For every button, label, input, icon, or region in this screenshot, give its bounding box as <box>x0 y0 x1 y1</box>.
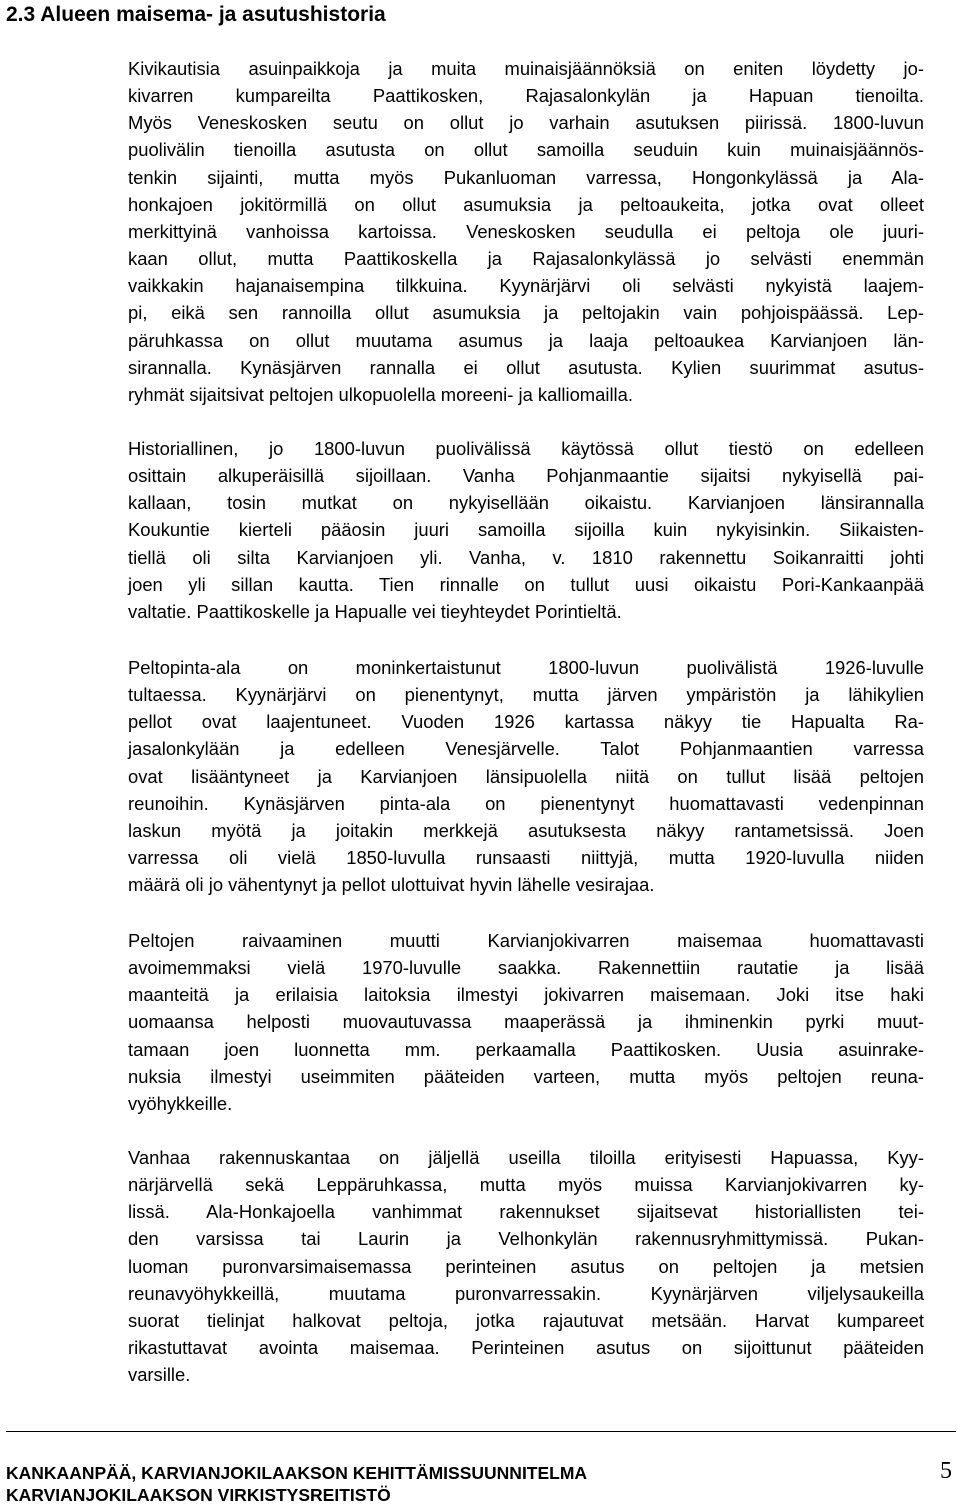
paragraph-line: suorat tielinjat halkovat peltoja, jotka rajautuvat metsään. Harvat kumpareet <box>128 1309 924 1331</box>
paragraph-line: Historiallinen, jo 1800-luvun puolivälissä käytössä ollut tiestö on edelleen <box>128 438 924 459</box>
paragraph-line: tiellä oli silta Karvianjoen yli. Vanha, v. 1810 rakennettu Soikanraitti johti <box>128 546 924 568</box>
paragraph-line: ryhmät sijaitsivat peltojen ulkopuolella moreeni- ja kalliomailla. <box>128 383 633 405</box>
paragraph-line: den varsissa tai Laurin ja Velhonkylän rakennusryhmittymissä. Pukan- <box>128 1228 924 1250</box>
paragraph-line: sirannalla. Kynäsjärven rannalla ei ollut asutusta. Kylien suurimmat asutus- <box>128 356 924 378</box>
paragraph-line: tamaan joen luonnetta mm. perkaamalla Paattikosken. Uusia asuinrake- <box>128 1038 924 1060</box>
paragraph-line: Kivikautisia asuinpaikkoja ja muita muinaisjäännöksiä on eniten löydetty jo- <box>128 58 924 79</box>
paragraph-line: pi, eikä sen rannoilla ollut asumuksia ja peltojakin vain pohjoispäässä. Lep- <box>128 302 924 324</box>
paragraph-line: puolivälin tienoilla asutusta on ollut samoilla seuduin kuin muinaisjäännös- <box>128 139 924 161</box>
paragraph-line: Koukuntie kierteli pääosin juuri samoilla sijoilla kuin nykyisinkin. Siikaisten- <box>128 519 924 541</box>
paragraph-line: närjärvellä sekä Leppäruhkassa, mutta myös muissa Karvianjokivarren ky- <box>128 1174 924 1196</box>
paragraph-line: valtatie. Paattikoskelle ja Hapualle vei tieyhteydet Porintieltä. <box>128 600 622 622</box>
paragraph-settlement-history <box>128 55 924 408</box>
paragraph-line: osittain alkuperäisillä sijoillaan. Vanha Pohjanmaantie sijaitsi nykyisellä pai- <box>128 465 924 487</box>
paragraph-line: joen yli sillan kautta. Tien rinnalle on tullut uusi oikaistu Pori-Kankaanpää <box>128 573 924 595</box>
paragraph-line: tultaessa. Kyynärjärvi on pienentynyt, mutta järven ympäristön ja lähikylien <box>128 684 924 706</box>
footer-divider <box>6 1431 956 1432</box>
paragraph-line: vyöhykkeille. <box>128 1092 233 1114</box>
paragraph-line: vaikkakin hajanaisempina tilkkuina. Kyynärjärvi oli selvästi nykyistä laajem- <box>128 275 924 297</box>
footer-subtitle: KARVIANJOKILAAKSON VIRKISTYSREITISTÖ <box>6 1485 391 1505</box>
paragraph-line: tenkin sijainti, mutta myös Pukanluoman varressa, Hongonkylässä ja Ala- <box>128 166 924 188</box>
paragraph-line: reunavyöhykkeillä, muutama puronvarressakin. Kyynärjärven viljelysaukeilla <box>128 1282 924 1304</box>
paragraph-line: varressa oli vielä 1850-luvulla runsaasti niittyjä, mutta 1920-luvulla niiden <box>128 847 924 869</box>
paragraph-line: Peltojen raivaaminen muutti Karvianjokivarren maisemaa huomattavasti <box>128 930 924 951</box>
paragraph-line: Vanhaa rakennuskantaa on jäljellä useilla tiloilla erityisesti Hapuassa, Kyy- <box>128 1147 924 1168</box>
paragraph-line: avoimemmaksi vielä 1970-luvulle saakka. Rakennettiin rautatie ja lisää <box>128 957 924 979</box>
paragraph-line: kallaan, tosin mutkat on nykyisellään oikaistu. Karvianjoen länsirannalla <box>128 492 924 514</box>
paragraph-line: varsille. <box>128 1364 191 1386</box>
paragraph-line: lissä. Ala-Honkajoella vanhimmat rakennukset sijaitsevat historiallisten tei- <box>128 1201 924 1223</box>
paragraph-line: Myös Veneskosken seutu on ollut jo varhain asutuksen piirissä. 1800-luvun <box>128 112 924 134</box>
paragraph-line: laskun myötä ja joitakin merkkejä asutuksesta näkyy rantametsissä. Joen <box>128 819 924 841</box>
paragraph-line: kivarren kumpareilta Paattikosken, Rajasalonkylän ja Hapuan tienoilta. <box>128 85 924 107</box>
footer-title: KANKAANPÄÄ, KARVIANJOKILAAKSON KEHITTÄMISSUUNNITELMA <box>6 1463 588 1483</box>
paragraph-line: merkittyinä vanhoissa kartoissa. Veneskosken seudulla ei peltoja ole juuri- <box>128 220 924 242</box>
paragraph-line: jasalonkylään ja edelleen Venesjärvelle. Talot Pohjanmaantien varressa <box>128 738 924 760</box>
paragraph-line: nuksia ilmestyi useimmiten pääteiden varteen, mutta myös peltojen reuna- <box>128 1065 924 1087</box>
paragraph-line: pellot ovat laajentuneet. Vuoden 1926 kartassa näkyy tie Hapualta Ra- <box>128 711 924 733</box>
paragraph-building-stock <box>128 1144 924 1388</box>
paragraph-line: rikastuttavat avointa maisemaa. Perinteinen asutus on sijoittunut pääteiden <box>128 1337 924 1359</box>
page-number: 5 <box>940 1458 952 1484</box>
paragraph-land-clearing <box>128 927 924 1117</box>
paragraph-line: ovat lisääntyneet ja Karvianjoen länsipuolella niitä on tullut lisää peltojen <box>128 765 924 787</box>
paragraph-line: Peltopinta-ala on moninkertaistunut 1800-luvun puolivälistä 1926-luvulle <box>128 657 924 678</box>
paragraph-road-network <box>128 435 924 625</box>
paragraph-line: honkajoen jokitörmillä on ollut asumuksia ja peltoaukeita, jotka ovat olleet <box>128 193 924 215</box>
section-heading: 2.3 Alueen maisema- ja asutushistoria <box>6 3 386 26</box>
paragraph-line: maanteitä ja erilaisia laitoksia ilmestyi jokivarren maisemaan. Joki itse haki <box>128 984 924 1006</box>
paragraph-line: päruhkassa on ollut muutama asumus ja laaja peltoaukea Karvianjoen län- <box>128 329 924 351</box>
paragraph-field-area <box>128 654 924 898</box>
paragraph-line: luoman puronvarsimaisemassa perinteinen asutus on peltojen ja metsien <box>128 1255 924 1277</box>
paragraph-line: reunoihin. Kynäsjärven pinta-ala on pienentynyt huomattavasti vedenpinnan <box>128 792 924 814</box>
paragraph-line: kaan ollut, mutta Paattikoskella ja Rajasalonkylässä jo selvästi enemmän <box>128 248 924 270</box>
paragraph-line: uomaansa helposti muovautuvassa maaperässä ja ihminenkin pyrki muut- <box>128 1011 924 1033</box>
paragraph-line: määrä oli jo vähentynyt ja pellot ulottuivat hyvin lähelle vesirajaa. <box>128 874 655 896</box>
